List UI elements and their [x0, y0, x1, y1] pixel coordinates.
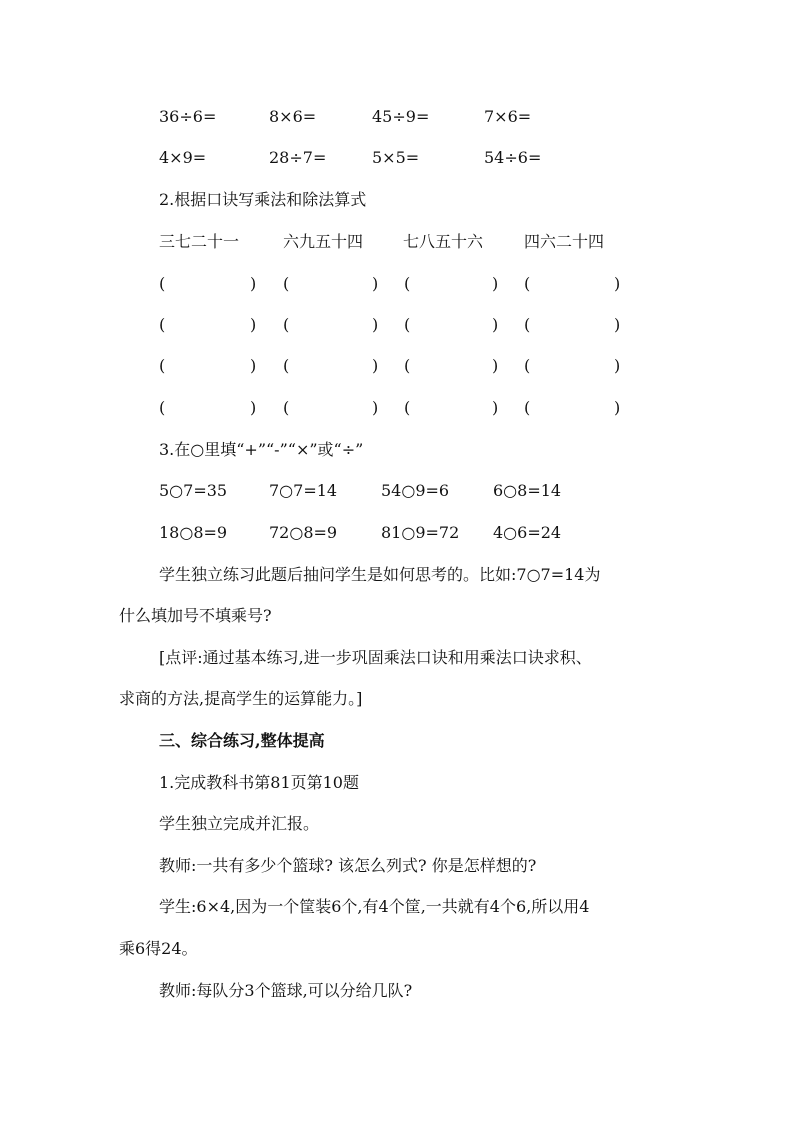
section-heading: 三、综合练习,整体提高 — [159, 731, 325, 750]
paren-close: ) — [372, 274, 379, 293]
paragraph-line: 学生独立练习此题后抽问学生是如何思考的。比如:7○7=14为 — [159, 565, 601, 584]
paren-close: ) — [372, 356, 379, 375]
paren-open: ( — [524, 398, 531, 417]
calc-item: 28÷7= — [269, 148, 327, 167]
calc-item: 5×5= — [372, 148, 420, 167]
paren-close: ) — [614, 398, 621, 417]
calc-item: 54÷6= — [484, 148, 542, 167]
operator-item: 81○9=72 — [381, 523, 460, 542]
operator-item: 18○8=9 — [159, 523, 228, 542]
paren-close: ) — [250, 315, 257, 334]
paren-close: ) — [492, 315, 499, 334]
paren-close: ) — [614, 274, 621, 293]
paren-close: ) — [492, 274, 499, 293]
calc-item: 45÷9= — [372, 107, 430, 126]
paren-close: ) — [372, 315, 379, 334]
operator-item: 54○9=6 — [381, 481, 450, 500]
paragraph-line: 什么填加号不填乘号? — [119, 606, 272, 625]
paren-close: ) — [250, 398, 257, 417]
mnemonic: 四六二十四 — [524, 232, 605, 251]
paren-close: ) — [372, 398, 379, 417]
mnemonic: 三七二十一 — [159, 232, 240, 251]
paren-open: ( — [159, 356, 166, 375]
paren-open: ( — [524, 274, 531, 293]
mnemonic: 六九五十四 — [283, 232, 364, 251]
paragraph-line: 学生:6×4,因为一个筐装6个,有4个筐,一共就有4个6,所以用4 — [159, 897, 590, 916]
paren-open: ( — [159, 398, 166, 417]
operator-item: 7○7=14 — [269, 481, 338, 500]
paren-open: ( — [524, 315, 531, 334]
paren-open: ( — [404, 315, 411, 334]
paren-close: ) — [492, 356, 499, 375]
paren-close: ) — [614, 356, 621, 375]
paren-open: ( — [404, 356, 411, 375]
calc-item: 7×6= — [484, 107, 532, 126]
calc-item: 8×6= — [269, 107, 317, 126]
paren-open: ( — [283, 315, 290, 334]
paragraph-line: 乘6得24。 — [119, 939, 198, 958]
paragraph-line: [点评:通过基本练习,进一步巩固乘法口诀和用乘法口诀求积、 — [159, 648, 592, 667]
paren-close: ) — [250, 356, 257, 375]
paren-open: ( — [159, 274, 166, 293]
operator-item: 4○6=24 — [493, 523, 562, 542]
operator-item: 6○8=14 — [493, 481, 562, 500]
paren-open: ( — [283, 274, 290, 293]
calc-item: 36÷6= — [159, 107, 217, 126]
paren-open: ( — [404, 398, 411, 417]
paren-close: ) — [492, 398, 499, 417]
paren-close: ) — [250, 274, 257, 293]
paragraph-line: 求商的方法,提高学生的运算能力。] — [119, 689, 363, 708]
paren-open: ( — [404, 274, 411, 293]
operator-item: 72○8=9 — [269, 523, 338, 542]
paragraph-line: 1.完成教科书第81页第10题 — [159, 773, 359, 792]
question-2-title: 2.根据口诀写乘法和除法算式 — [159, 190, 367, 209]
paren-open: ( — [524, 356, 531, 375]
question-3-title: 3.在○里填“+”“-”“×”或“÷” — [159, 440, 364, 459]
paragraph-line: 教师:每队分3个篮球,可以分给几队? — [159, 981, 413, 1000]
paren-open: ( — [159, 315, 166, 334]
paren-open: ( — [283, 356, 290, 375]
mnemonic: 七八五十六 — [403, 232, 484, 251]
calc-item: 4×9= — [159, 148, 207, 167]
paren-close: ) — [614, 315, 621, 334]
paragraph-line: 学生独立完成并汇报。 — [159, 814, 320, 833]
paragraph-line: 教师:一共有多少个篮球? 该怎么列式? 你是怎样想的? — [159, 856, 537, 875]
operator-item: 5○7=35 — [159, 481, 228, 500]
paren-open: ( — [283, 398, 290, 417]
